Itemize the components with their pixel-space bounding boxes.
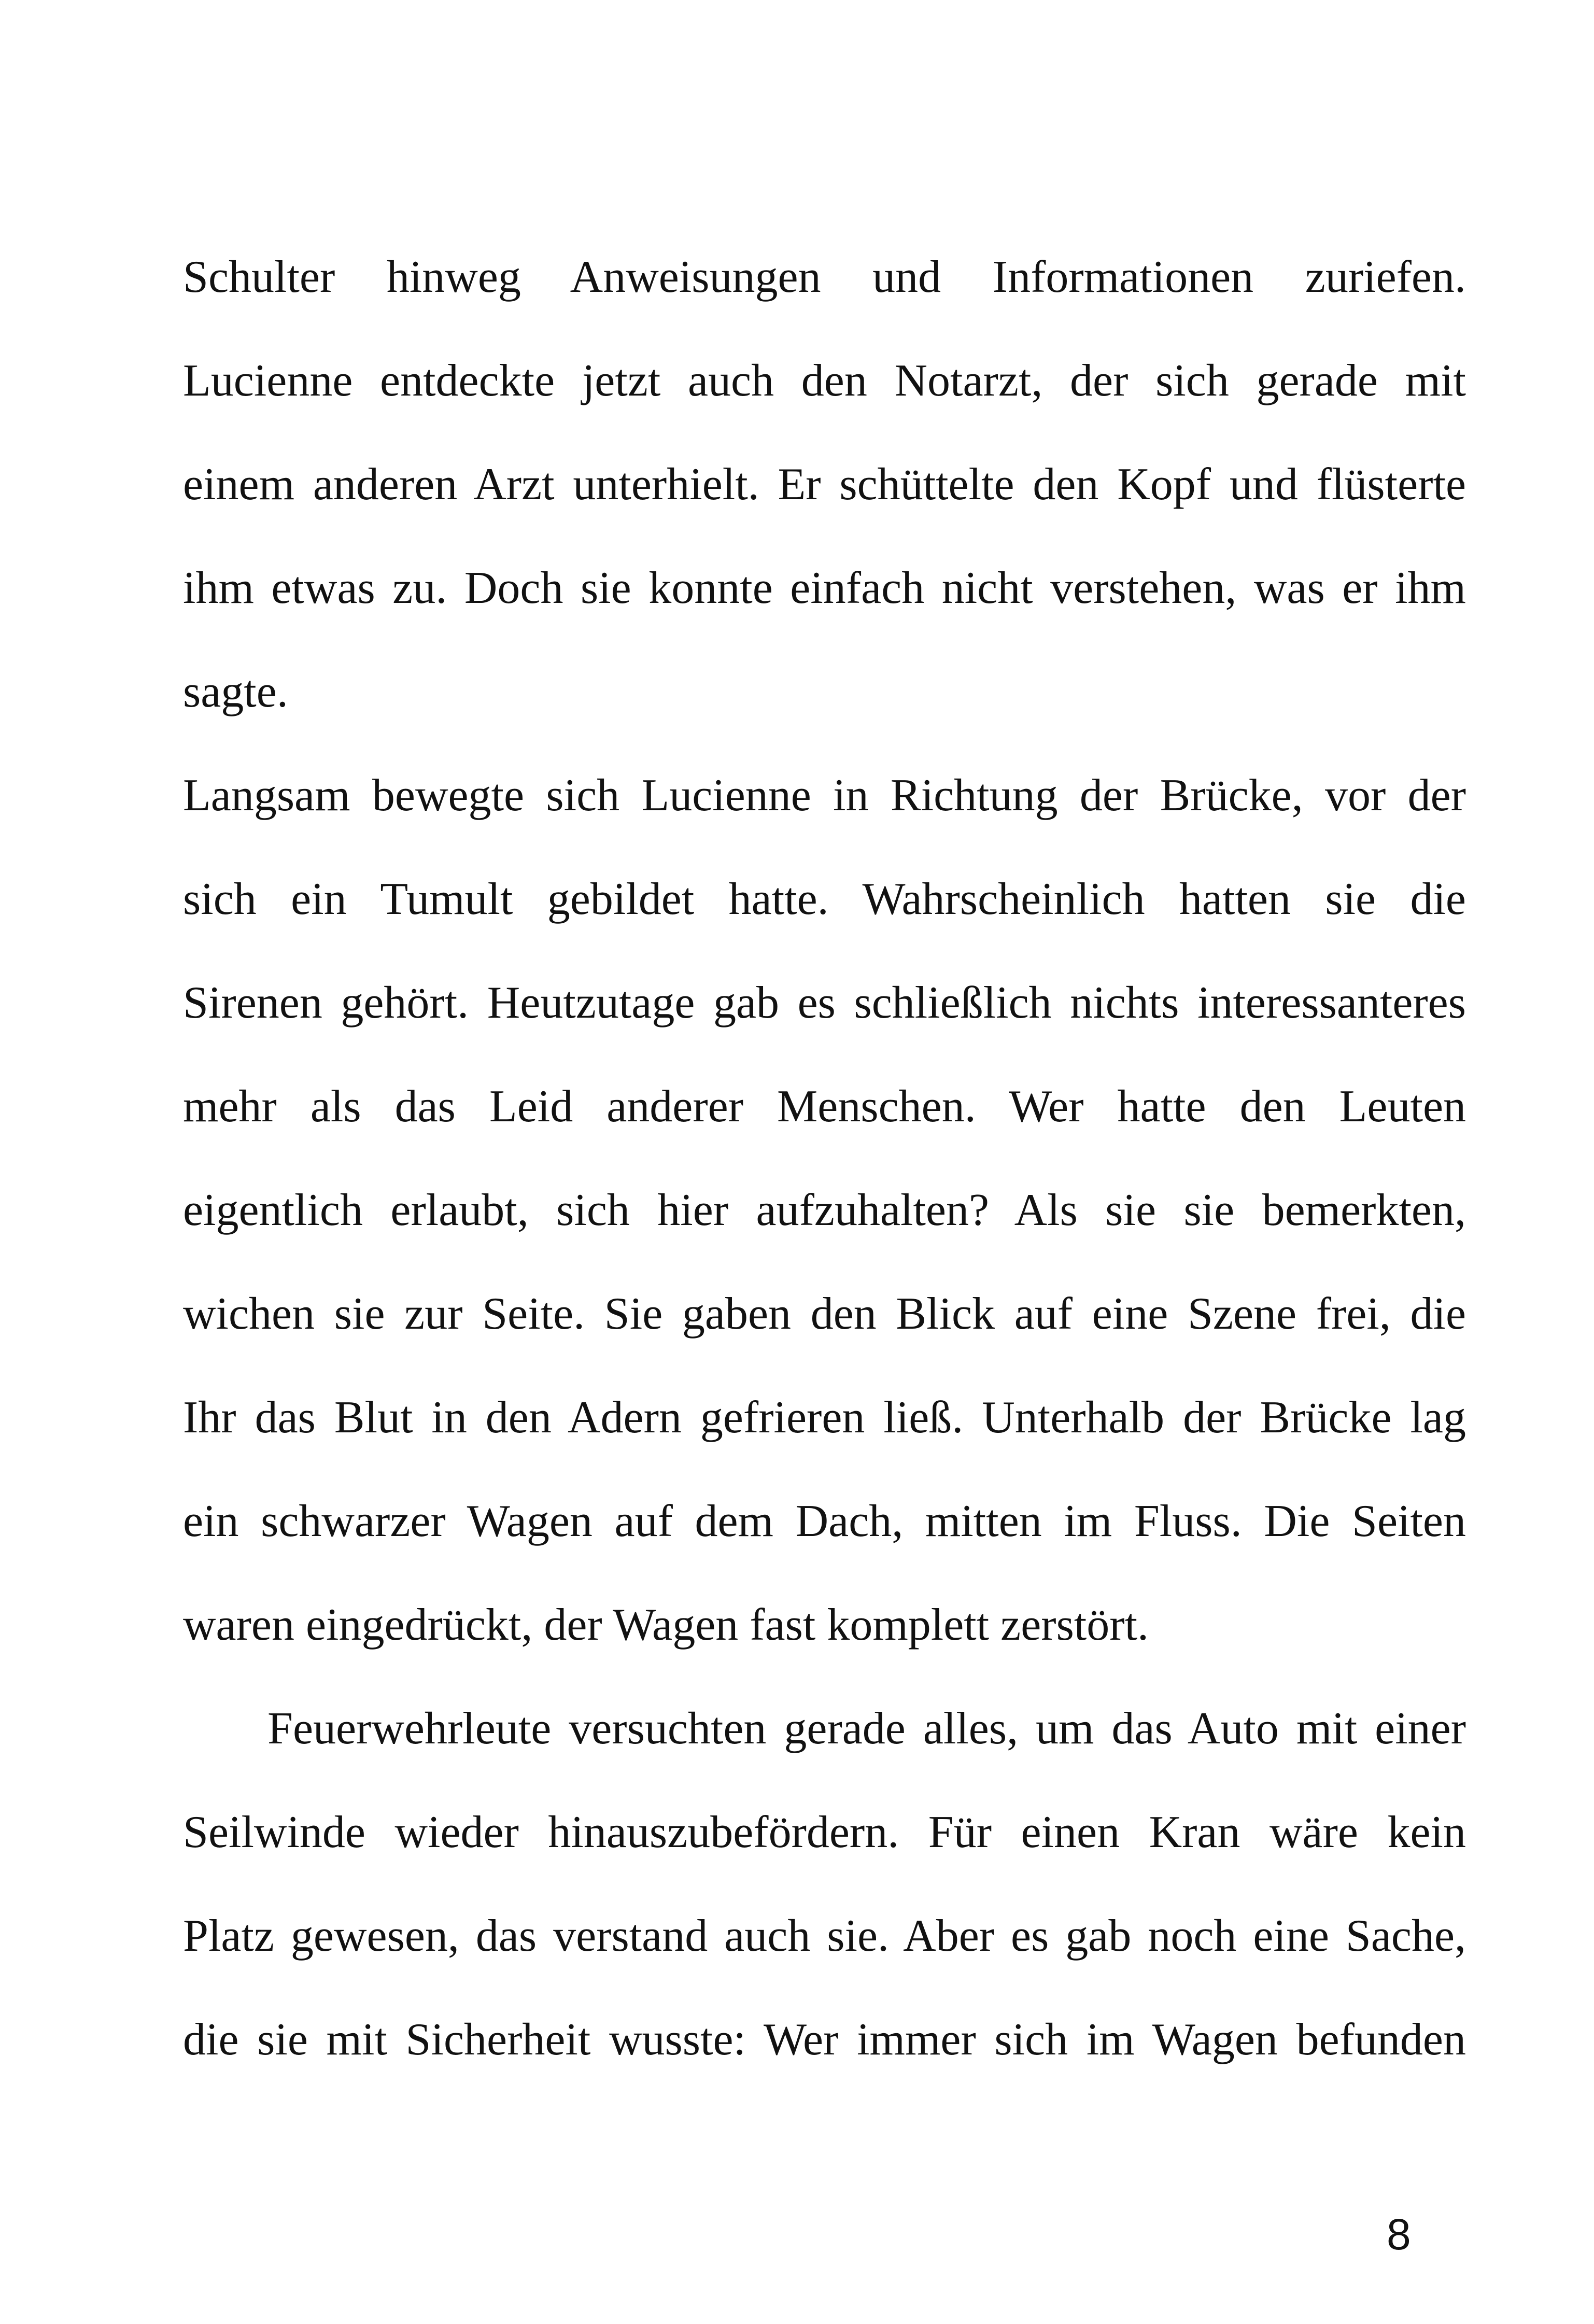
text-line: sagte. — [183, 667, 288, 717]
text-line: die sie mit Sicherheit wusste: Wer immer sich im Wagen befunden — [183, 2015, 1466, 2065]
body-text — [183, 226, 1466, 2092]
text-line: eigentlich erlaubt, sich hier aufzuhalten? Als sie sie bemerkten, — [183, 1185, 1466, 1235]
text-line: Feuerwehrleute versuchten gerade alles, um das Auto mit einer — [267, 1703, 1466, 1754]
page-number: 8 — [1387, 2210, 1411, 2259]
text-line: Lucienne entdeckte jetzt auch den Notarzt, der sich gerade mit — [183, 356, 1466, 406]
text-line: wichen sie zur Seite. Sie gaben den Blick auf eine Szene frei, die — [183, 1289, 1466, 1339]
text-line: sich ein Tumult gebildet hatte. Wahrscheinlich hatten sie die — [183, 874, 1466, 924]
text-line: mehr als das Leid anderer Menschen. Wer hatte den Leuten — [183, 1081, 1466, 1132]
text-line: Schulter hinweg Anweisungen und Informationen zuriefen. — [183, 252, 1466, 302]
text-line: ein schwarzer Wagen auf dem Dach, mitten im Fluss. Die Seiten — [183, 1496, 1466, 1546]
text-line: waren eingedrückt, der Wagen fast komplett zerstört. — [183, 1600, 1149, 1650]
text-line: Seilwinde wieder hinauszubefördern. Für einen Kran wäre kein — [183, 1807, 1466, 1857]
text-line: Sirenen gehört. Heutzutage gab es schließlich nichts interessanteres — [183, 978, 1466, 1028]
text-line: Platz gewesen, das verstand auch sie. Aber es gab noch eine Sache, — [183, 1911, 1466, 1961]
text-line: einem anderen Arzt unterhielt. Er schüttelte den Kopf und flüsterte — [183, 459, 1466, 510]
text-line: Langsam bewegte sich Lucienne in Richtung der Brücke, vor der — [183, 770, 1466, 821]
text-line: Ihr das Blut in den Adern gefrieren ließ. Unterhalb der Brücke lag — [183, 1392, 1466, 1443]
text-line: ihm etwas zu. Doch sie konnte einfach nicht verstehen, was er ihm — [183, 563, 1466, 613]
